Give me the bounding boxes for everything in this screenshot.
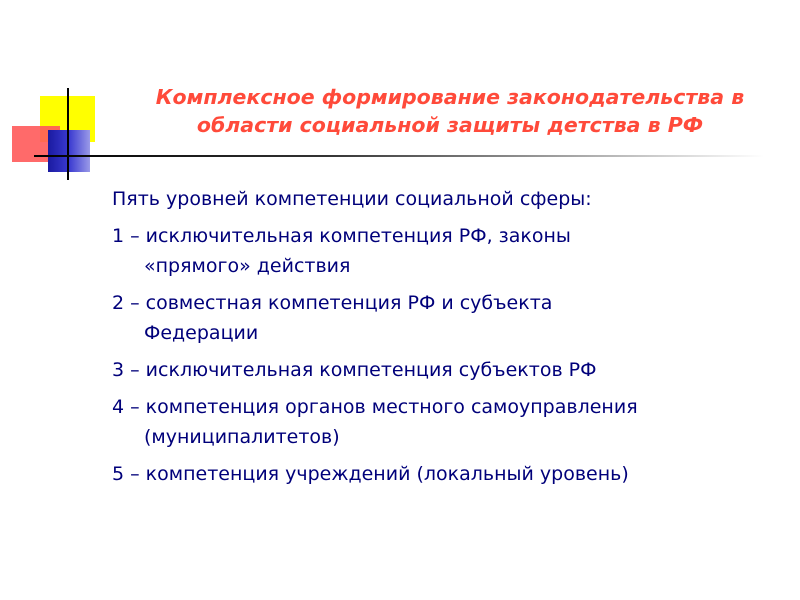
list-item-level-5: [112, 459, 782, 489]
slide-title-line-2: области социальной защиты детства в РФ: [196, 113, 704, 137]
slide-title: [110, 83, 790, 139]
list-item-line-2: Федерации: [144, 322, 259, 344]
list-item-line-2: (муниципалитетов): [144, 426, 340, 448]
list-item-level-4: [112, 392, 782, 452]
slide-title-line-1: Комплексное формирование законодательства в: [155, 85, 745, 109]
intro-text: [112, 184, 782, 214]
list-item-line-1: 1 – исключительная компетенция РФ, законы: [112, 225, 571, 247]
list-item-level-3: [112, 355, 782, 385]
intro-line: Пять уровней компетенции социальной сферы:: [112, 188, 592, 210]
slide-body: [112, 184, 782, 496]
list-item-line-1: 2 – совместная компетенция РФ и субъекта: [112, 292, 553, 314]
blue-square-decoration: [48, 130, 90, 172]
list-item-line-1: 5 – компетенция учреждений (локальный уровень): [112, 463, 629, 485]
vertical-line-decoration: [67, 88, 69, 180]
horizontal-divider-line: [34, 155, 764, 157]
list-item-line-2: «прямого» действия: [144, 255, 351, 277]
list-item-level-2: [112, 288, 782, 348]
list-item-line-1: 3 – исключительная компетенция субъектов РФ: [112, 359, 597, 381]
list-item-line-1: 4 – компетенция органов местного самоуправления: [112, 396, 638, 418]
list-item-level-1: [112, 221, 782, 281]
